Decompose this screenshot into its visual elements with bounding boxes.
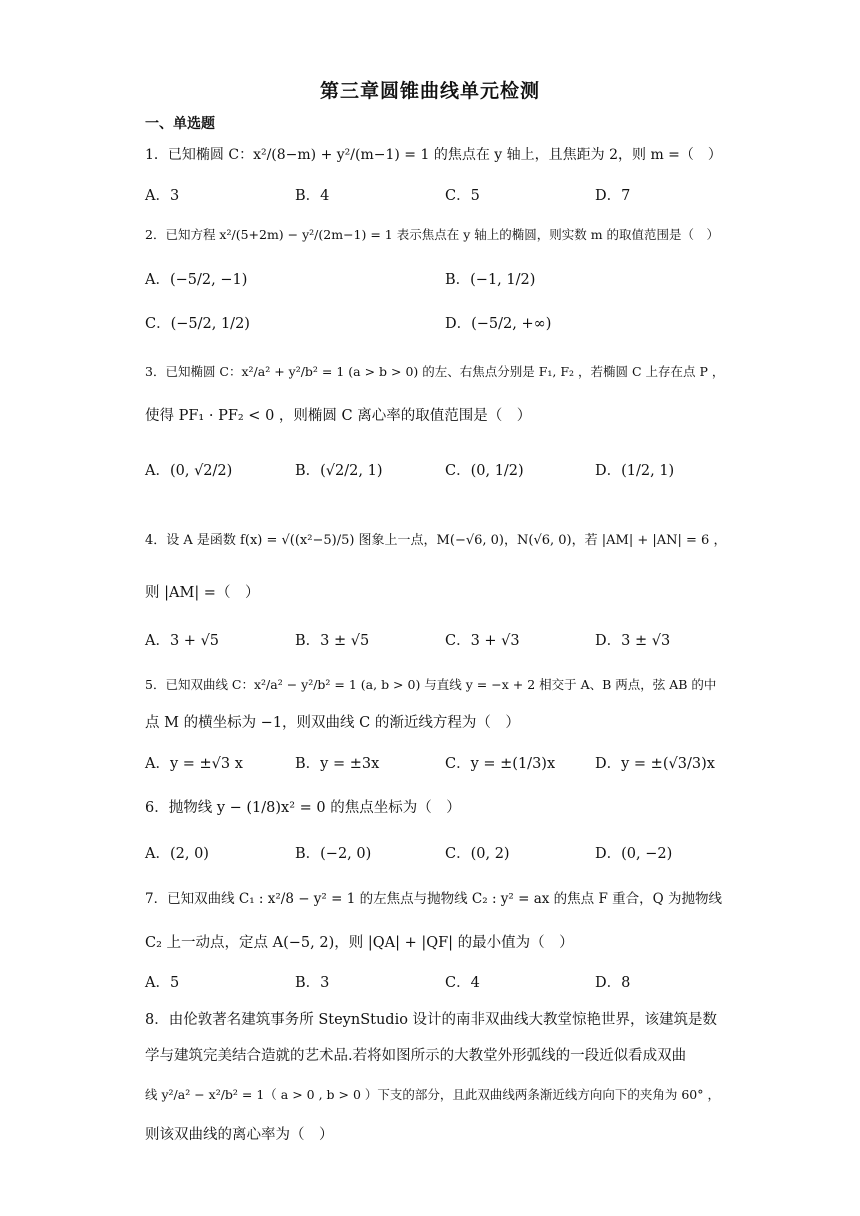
question-3-option-d: D．(1/2, 1) — [595, 463, 675, 479]
question-1-stem: 1．已知椭圆 C：x²/(8−m) + y²/(m−1) = 1 的焦点在 y 轴上，且焦距为 2，则 m =（ ） — [145, 147, 722, 163]
question-3-stem-line-2: 使得 PF₁ · PF₂ < 0 ，则椭圆 C 离心率的取值范围是（ ） — [145, 408, 532, 424]
question-8-stem-line-1: 8．由伦敦著名建筑事务所 SteynStudio 设计的南非双曲线大教堂惊艳世界，该建筑是数 — [145, 1012, 718, 1028]
question-4-option-a: A．3 + √5 — [145, 633, 220, 649]
question-7-option-b: B．3 — [295, 975, 330, 991]
question-7-option-d: D．8 — [595, 975, 631, 991]
question-2-option-b: B．(−1, 1/2) — [445, 272, 536, 288]
question-2-stem: 2．已知方程 x²/(5+2m) − y²/(2m−1) = 1 表示焦点在 y 轴上的椭圆，则实数 m 的取值范围是（ ） — [145, 227, 720, 242]
question-4-stem-line-2: 则 |AM| =（ ） — [145, 585, 260, 601]
question-4-option-d: D．3 ± √3 — [595, 633, 671, 649]
section-heading: 一、单选题 — [145, 116, 215, 132]
question-1-option-d: D．7 — [595, 188, 631, 204]
question-2-option-a: A．(−5/2, −1) — [145, 272, 248, 288]
question-7-option-c: C．4 — [445, 975, 480, 991]
question-1-option-b: B．4 — [295, 188, 330, 204]
question-5-option-a: A．y = ±√3 x — [145, 756, 243, 772]
question-4-option-c: C．3 + √3 — [445, 633, 520, 649]
question-3-stem-line-1: 3．已知椭圆 C：x²/a² + y²/b² = 1 (a > b > 0) 的左、右焦点分别是 F₁, F₂ ，若椭圆 C 上存在点 P ， — [145, 364, 725, 379]
question-5-stem-line-1: 5．已知双曲线 C：x²/a² − y²/b² = 1 (a, b > 0) 与直线 y = −x + 2 相交于 A、B 两点，弦 AB 的中 — [145, 677, 717, 692]
question-5-option-c: C．y = ±(1/3)x — [445, 756, 556, 772]
question-8-stem-line-4: 则该双曲线的离心率为（ ） — [145, 1127, 334, 1143]
question-4-stem-line-1: 4．设 A 是函数 f(x) = √((x²−5)/5) 图象上一点，M(−√6, 0)，N(√6, 0)，若 |AM| + |AN| = 6 ， — [145, 533, 727, 548]
question-8-stem-line-3: 线 y²/a² − x²/b² = 1（ a > 0 , b > 0 ）下支的部分，且此双曲线两条渐近线方向向下的夹角为 60° ， — [145, 1087, 720, 1102]
question-5-option-d: D．y = ±(√3/3)x — [595, 756, 715, 772]
question-3-option-c: C．(0, 1/2) — [445, 463, 524, 479]
question-6-option-d: D．(0, −2) — [595, 846, 673, 862]
question-4-option-b: B．3 ± √5 — [295, 633, 370, 649]
question-6-stem: 6．抛物线 y − (1/8)x² = 0 的焦点坐标为（ ） — [145, 800, 461, 816]
question-5-stem-line-2: 点 M 的横坐标为 −1，则双曲线 C 的渐近线方程为（ ） — [145, 715, 520, 731]
question-3-option-a: A．(0, √2/2) — [145, 463, 233, 479]
question-3-option-b: B．(√2/2, 1) — [295, 463, 383, 479]
page-title: 第三章圆锥曲线单元检测 — [319, 80, 540, 102]
question-6-option-b: B．(−2, 0) — [295, 846, 372, 862]
question-1-option-c: C．5 — [445, 188, 480, 204]
question-6-option-c: C．(0, 2) — [445, 846, 510, 862]
question-7-option-a: A．5 — [145, 975, 180, 991]
question-1-option-a: A．3 — [145, 188, 180, 204]
question-2-option-c: C．(−5/2, 1/2) — [145, 316, 250, 332]
question-7-stem-line-2: C₂ 上一动点，定点 A(−5, 2)，则 |QA| + |QF| 的最小值为（ ） — [145, 935, 574, 951]
question-5-option-b: B．y = ±3x — [295, 756, 380, 772]
question-2-option-d: D．(−5/2, +∞) — [445, 316, 552, 332]
question-8-stem-line-2: 学与建筑完美结合造就的艺术品.若将如图所示的大教堂外形弧线的一段近似看成双曲 — [145, 1048, 687, 1064]
question-7-stem-line-1: 7．已知双曲线 C₁ : x²/8 − y² = 1 的左焦点与抛物线 C₂ : y² = ax 的焦点 F 重合，Q 为抛物线 — [145, 891, 722, 907]
question-6-option-a: A．(2, 0) — [145, 846, 209, 862]
